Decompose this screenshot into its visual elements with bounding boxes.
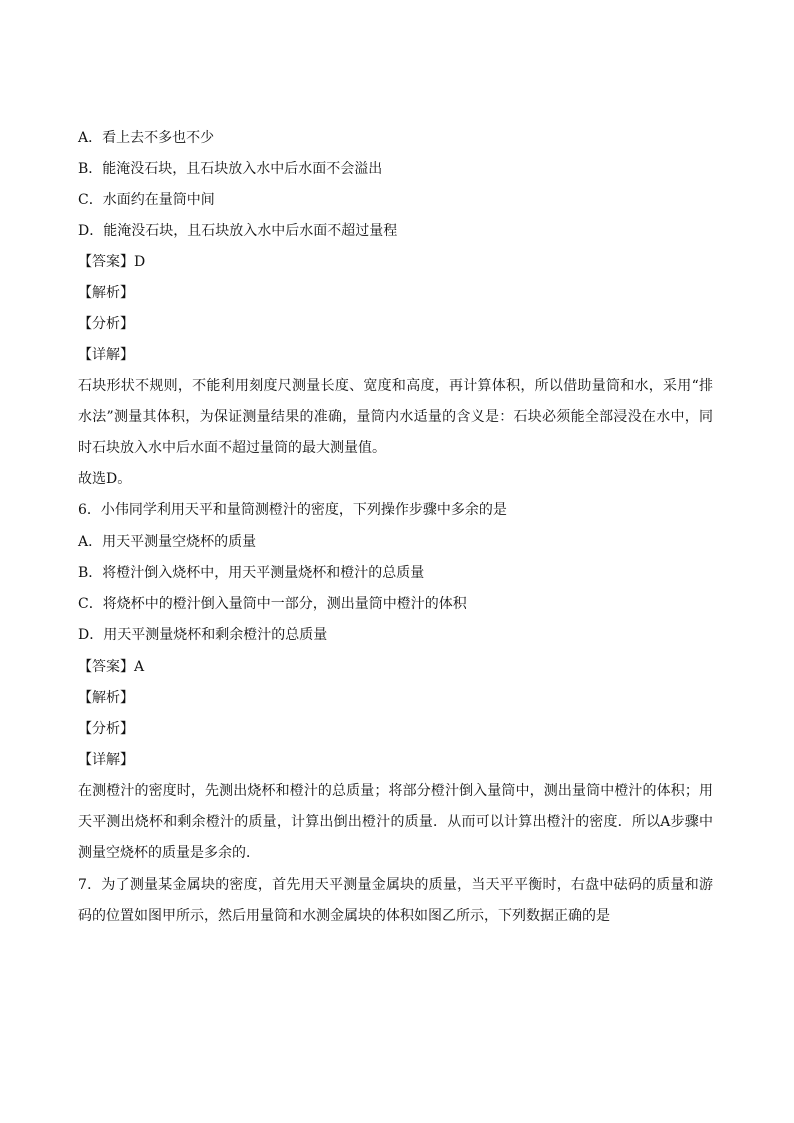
q6-option-c: C．将烧杯中的橙汁倒入量筒中一部分，测出量筒中橙汁的体积	[78, 596, 467, 612]
q6-explanation: 在测橙汁的密度时，先测出烧杯和橙汁的总质量；将部分橙汁倒入量筒中，测出量筒中橙汁的体积；用天平测出烧杯和剩余橙汁的质量，计算出倒出橙汁的质量．从而可以计算出橙汁的密度．所以A步骤中测量空烧杯的质量是多余的．	[78, 783, 713, 861]
q5-xiangjie-heading: 【详解】	[78, 347, 134, 363]
q5-fenxi-heading: 【分析】	[78, 316, 134, 332]
q5-option-b: B．能淹没石块，且石块放入水中后水面不会溢出	[78, 161, 383, 177]
q7-stem: 7．为了测量某金属块的密度，首先用天平测量金属块的质量，当天平平衡时，右盘中砝码的质量和游码的位置如图甲所示，然后用量筒和水测金属块的体积如图乙所示，下列数据正确的是	[78, 877, 713, 924]
q6-stem: 6．小伟同学利用天平和量筒测橙汁的密度，下列操作步骤中多余的是	[78, 502, 507, 518]
q5-explanation: 石块形状不规则，不能利用刻度尺测量长度、宽度和高度，再计算体积，所以借助量筒和水，采用“排水法”测量其体积，为保证测量结果的准确，量筒内水适量的含义是：石块必须能全部浸没在水中，同时石块放入水中后水面不超过量筒的最大测量值。	[78, 378, 713, 456]
q6-option-d: D．用天平测量烧杯和剩余橙汁的总质量	[78, 627, 328, 643]
q6-fenxi-heading: 【分析】	[78, 721, 134, 737]
q6-answer: 【答案】A	[78, 659, 145, 675]
q5-answer: 【答案】D	[78, 254, 146, 270]
q6-option-b: B．将橙汁倒入烧杯中，用天平测量烧杯和橙汁的总质量	[78, 565, 425, 581]
q5-conclusion: 故选D。	[78, 471, 132, 487]
q5-option-d: D．能淹没石块，且石块放入水中后水面不超过量程	[78, 223, 398, 239]
q5-option-c: C．水面约在量筒中间	[78, 192, 215, 208]
q5-option-a: A．看上去不多也不少	[78, 130, 215, 146]
q6-jiexi-heading: 【解析】	[78, 690, 134, 706]
q6-option-a: A．用天平测量空烧杯的质量	[78, 534, 257, 550]
q5-jiexi-heading: 【解析】	[78, 285, 134, 301]
q6-xiangjie-heading: 【详解】	[78, 752, 134, 768]
